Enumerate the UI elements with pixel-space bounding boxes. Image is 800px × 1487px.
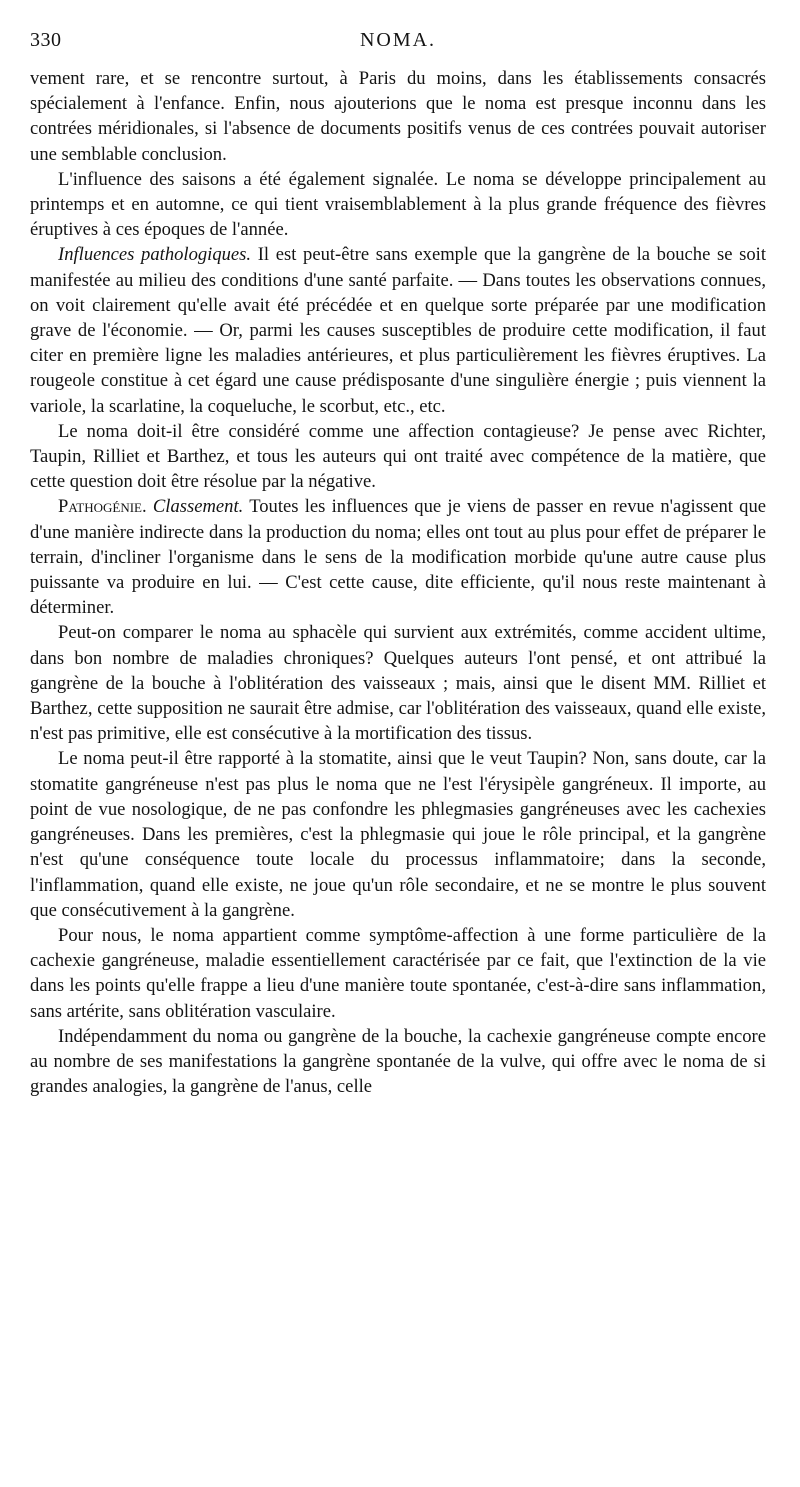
paragraph-seasons: [30, 167, 766, 243]
paragraph-text: Peut-on comparer le noma au sphacèle qui survient aux extrémités, comme accident ultime, dans bon nombre de maladies chroniques? Quelques auteurs l'ont pensé, et ont attribué la gangrène de la bouche à l'oblitération des vaisseaux ; mais, ainsi que le disent MM. Rilliet et Barthez, cette supposition ne saurait être admise, car l'oblitération des vaisseaux, quand elle existe, n'est pas primitive, elle est consécutive à la mortification des tissus.: [30, 622, 766, 745]
paragraph-manifestations: [30, 1024, 766, 1100]
section-heading-italic: Influences pathologiques.: [58, 244, 252, 266]
page-number: 330: [30, 29, 62, 51]
running-title: NOMA.: [359, 29, 437, 51]
paragraph-text: vement rare, et se rencontre surtout, à Paris du moins, dans les établissements consacrés spécialement à l'enfance. Enfin, nous ajouterions que le noma est presque inconnu dans les contrées méridionales, si l'absence de documents positifs venus de ces contrées pouvait autoriser une semblable conclusion.: [30, 68, 766, 165]
body-text: [30, 66, 766, 1099]
paragraph-sphacelus: [30, 620, 766, 746]
paragraph-continuation: [30, 66, 766, 167]
book-page: [30, 26, 766, 1099]
paragraph-text: Toutes les influences que je viens de passer en revue n'agissent que d'une manière indirecte dans la production du noma; elles ont tout au plus pour effet de préparer le terrain, d'incliner l'organisme dans le sens de la modification morbide qu'une autre cause plus puissante va produire en lui. — C'est cette cause, dite efficiente, qu'il nous reste maintenant à déterminer.: [30, 496, 766, 619]
paragraph-stomatitis: [30, 746, 766, 922]
section-heading-smallcaps: Pathogénie.: [58, 496, 147, 518]
paragraph-text: L'influence des saisons a été également signalée. Le noma se développe principalement au printemps et en automne, ce qui tient vraisemblablement à la plus grande fréquence des fièvres éruptives à ces époques de l'année.: [30, 168, 766, 241]
paragraph-text: Il est peut-être sans exemple que la gangrène de la bouche se soit manifestée au milieu des conditions d'une santé parfaite. — Dans toutes les observations connues, on voit clairement qu'elle avait été précédée et en quelque sorte préparée par une modification grave de l'économie. — Or, parmi les causes susceptibles de produire cette modification, il faut citer en première ligne les maladies antérieures, et plus particulièrement les fièvres éruptives. La rougeole constitue à cet égard une cause prédisposante d'une singulière énergie ; puis viennent la variole, la scarlatine, la coqueluche, le scorbut, etc., etc.: [30, 244, 766, 417]
paragraph-cachexia: [30, 923, 766, 1024]
paragraph-text: Indépendamment du noma ou gangrène de la bouche, la cachexie gangréneuse compte encore au nombre de ses manifestations la gangrène spontanée de la vulve, qui offre avec le noma de si grandes analogies, la gangrène de l'anus, celle: [30, 1025, 766, 1098]
paragraph-pathological-influences: [30, 242, 766, 418]
page-header: [30, 26, 766, 54]
paragraph-text: Pour nous, le noma appartient comme symptôme-affection à une forme particulière de la cachexie gangréneuse, maladie essentiellement caractérisée par ce fait, que l'extinction de la vie dans les points qu'elle frappe a lieu d'une manière toute spontanée, c'est-à-dire sans inflammation, sans artérite, sans oblitération vasculaire.: [30, 924, 766, 1022]
paragraph-text: Le noma peut-il être rapporté à la stomatite, ainsi que le veut Taupin? Non, sans doute, car la stomatite gangréneuse n'est pas plus le noma que ne l'est l'érysipèle gangréneux. Il importe, au point de vue nosologique, de ne pas confondre les phlegmasies gangréneuses avec les cachexies gangréneuses. Dans les premières, c'est la phlegmasie qui joue le rôle principal, et la gangrène n'est qu'une conséquence toute locale du processus inflammatoire; dans la seconde, l'inflammation, quand elle existe, ne joue qu'un rôle secondaire, et ne se montre le plus souvent que consécutivement à la gangrène.: [30, 748, 766, 921]
paragraph-contagion: [30, 419, 766, 495]
paragraph-text: Le noma doit-il être considéré comme une affection contagieuse? Je pense avec Richter, Taupin, Rilliet et Barthez, et tous les auteurs qui ont traité avec compétence de la matière, que cette question doit être résolue par la négative.: [30, 420, 766, 493]
section-heading-italic: Classement.: [152, 496, 244, 518]
paragraph-pathogeny: [30, 494, 766, 620]
